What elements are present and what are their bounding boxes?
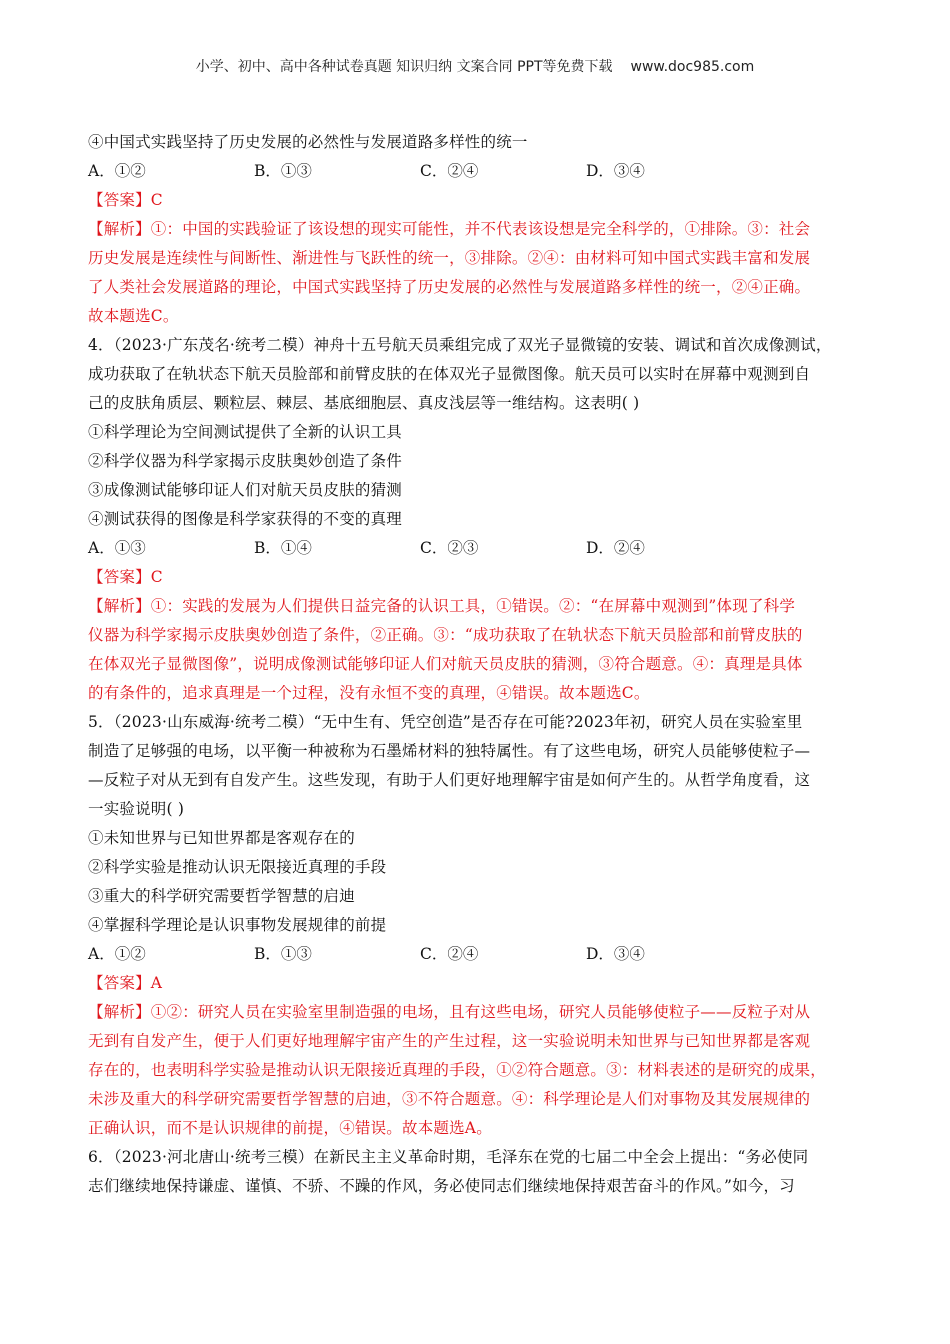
analysis-line: 历史发展是连续性与间断性、渐进性与飞跃性的统一，③排除。②④：由材料可知中国式实践丰富和发展: [88, 249, 811, 267]
analysis-line: 在体双光子显微图像”，说明成像测试能够印证人们对航天员皮肤的猜测，③符合题意。④：真理是具体: [88, 655, 803, 673]
question-stem-line: 志们继续地保持谦虚、谨慎、不骄、不躁的作风，务必使同志们继续地保持艰苦奋斗的作风。”如今，习: [88, 1177, 795, 1195]
analysis-line: 未涉及重大的科学研究需要哲学智慧的启迪，③不符合题意。④：科学理论是人们对事物及其发展规律的: [88, 1090, 811, 1108]
question-5: [88, 708, 868, 1143]
analysis-line: 【解析】①②：研究人员在实验室里制造强的电场，且有这些电场，研究人员能够使粒子——反粒子对从: [88, 1003, 811, 1021]
analysis-line: 存在的，也表明科学实验是推动认识无限接近真理的手段，①②符合题意。③：材料表述的是研究的成果，: [88, 1061, 826, 1079]
option-a: A．①②: [88, 945, 146, 963]
statement: ③成像测试能够印证人们对航天员皮肤的猜测: [88, 481, 403, 499]
question-stem-line: 5．（2023·山东威海·统考二模）“无中生有、凭空创造”是否存在可能?2023年初，研究人员在实验室里: [88, 713, 803, 731]
analysis-line: 仪器为科学家揭示皮肤奥妙创造了条件，②正确。③：“成功获取了在轨状态下航天员脸部和前臂皮肤的: [88, 626, 803, 644]
option-a: A．①②: [88, 162, 146, 180]
question-stem-line: 一实验说明( ): [88, 800, 185, 818]
option-b: B．①③: [254, 945, 312, 963]
header-text: 小学、初中、高中各种试卷真题 知识归纳 文案合同 PPT等免费下载: [195, 59, 613, 75]
analysis: [88, 215, 868, 331]
option-b: B．①③: [254, 162, 312, 180]
answer: 【答案】C: [88, 568, 163, 586]
question-stem-line: 己的皮肤角质层、颗粒层、棘层、基底细胞层、真皮浅层等一维结构。这表明( ): [88, 394, 640, 412]
statement: ②科学实验是推动认识无限接近真理的手段: [88, 858, 387, 876]
analysis-line: 故本题选C。: [88, 307, 179, 325]
analysis-line: 【解析】①：实践的发展为人们提供日益完备的认识工具，①错误。②：“在屏幕中观测到”体现了科学: [88, 597, 796, 615]
question-6: [88, 1143, 868, 1201]
option-d: D．③④: [586, 162, 645, 180]
statement: ①未知世界与已知世界都是客观存在的: [88, 829, 355, 847]
statement: ①科学理论为空间测试提供了全新的认识工具: [88, 423, 403, 441]
document-body: [88, 128, 868, 1201]
question-stem-line: 6．（2023·河北唐山·统考三模）在新民主主义革命时期，毛泽东在党的七届二中全会上提出：“务必使同: [88, 1148, 809, 1166]
option-c: C．②④: [420, 162, 479, 180]
analysis-line: 【解析】①：中国的实践验证了该设想的现实可能性，并不代表该设想是完全科学的，①排除。③：社会: [88, 220, 811, 238]
page-header: [0, 56, 950, 76]
analysis-line: 了人类社会发展道路的理论，中国式实践坚持了历史发展的必然性与发展道路多样性的统一，②④正确。: [88, 278, 811, 296]
options-row: [88, 940, 868, 969]
statement: ④测试获得的图像是科学家获得的不变的真理: [88, 510, 403, 528]
question-stem-line: —反粒子对从无到有自发产生。这些发现，有助于人们更好地理解宇宙是如何产生的。从哲学角度看，这: [88, 771, 811, 789]
question-4: [88, 331, 868, 708]
question-3-tail: [88, 128, 868, 331]
statement: ③重大的科学研究需要哲学智慧的启迪: [88, 887, 355, 905]
analysis: [88, 592, 868, 708]
analysis-line: 正确认识，而不是认识规律的前提，④错误。故本题选A。: [88, 1119, 492, 1137]
statement: ④掌握科学理论是认识事物发展规律的前提: [88, 916, 387, 934]
question-stem-line: 制造了足够强的电场，以平衡一种被称为石墨烯材料的独特属性。有了这些电场，研究人员能够使粒子—: [88, 742, 811, 760]
analysis: [88, 998, 868, 1143]
option-a: A．①③: [88, 539, 146, 557]
question-stem-line: 4．（2023·广东茂名·统考二模）神舟十五号航天员乘组完成了双光子显微镜的安装、调试和首次成像测试，: [88, 336, 832, 354]
statement: ②科学仪器为科学家揭示皮肤奥妙创造了条件: [88, 452, 403, 470]
answer: 【答案】C: [88, 191, 163, 209]
option-d: D．③④: [586, 945, 645, 963]
analysis-line: 的有条件的，追求真理是一个过程，没有永恒不变的真理，④错误。故本题选C。: [88, 684, 650, 702]
analysis-line: 无到有自发产生，便于人们更好地理解宇宙产生的产生过程，这一实验说明未知世界与已知世界都是客观: [88, 1032, 811, 1050]
option-c: C．②④: [420, 945, 479, 963]
options-row: [88, 157, 868, 186]
option-c: C．②③: [420, 539, 479, 557]
option-b: B．①④: [254, 539, 312, 557]
question-stem-line: 成功获取了在轨状态下航天员脸部和前臂皮肤的在体双光子显微图像。航天员可以实时在屏幕中观测到自: [88, 365, 811, 383]
header-url[interactable]: www.doc985.com: [630, 59, 755, 75]
statement: ④中国式实践坚持了历史发展的必然性与发展道路多样性的统一: [88, 133, 528, 151]
options-row: [88, 534, 868, 563]
option-d: D．②④: [586, 539, 645, 557]
answer: 【答案】A: [88, 974, 163, 992]
